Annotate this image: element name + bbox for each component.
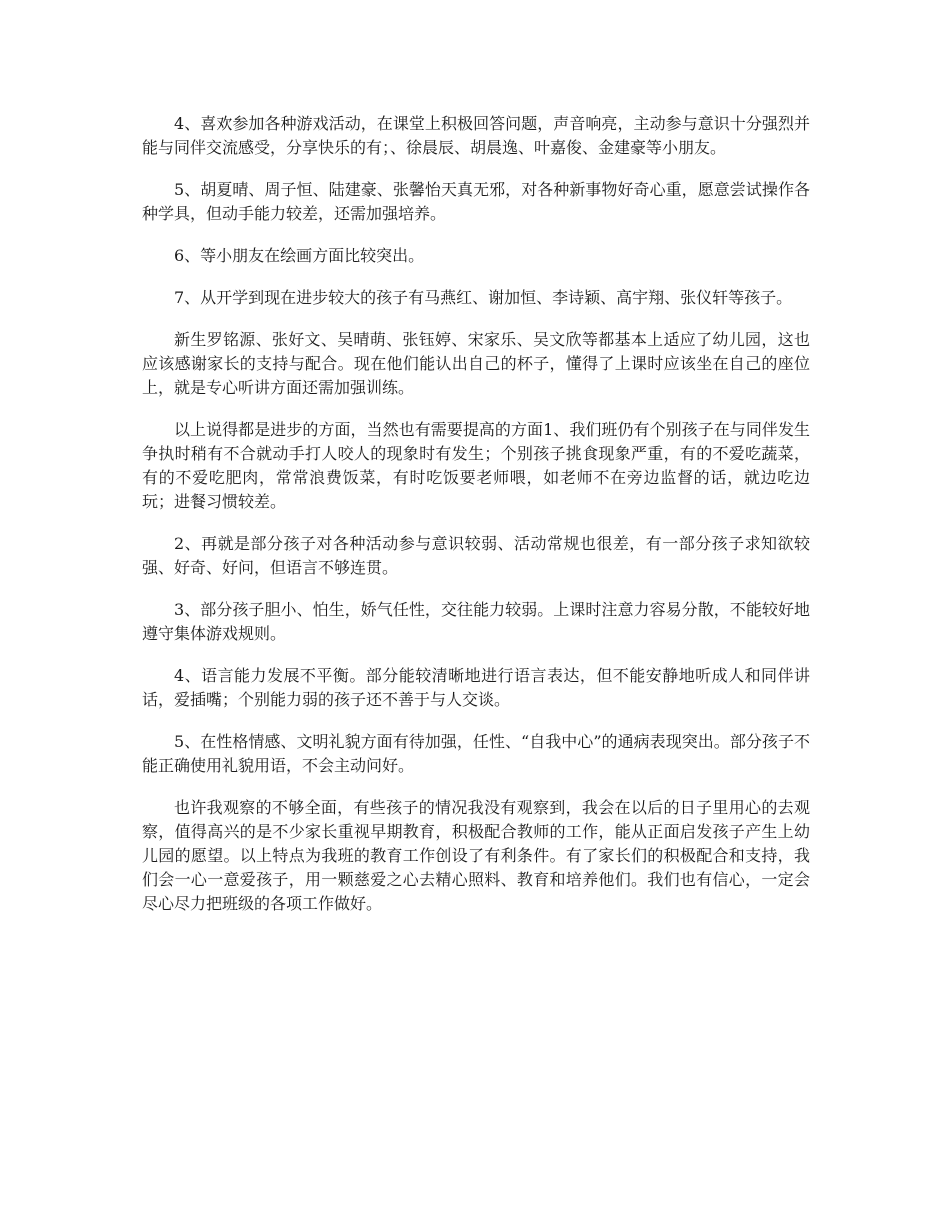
document-body bbox=[142, 112, 810, 934]
paragraph-4: 7、从开学到现在进步较大的孩子有马燕红、谢加恒、李诗颖、高宇翔、张仪轩等孩子。 bbox=[174, 288, 793, 307]
paragraph-6: 以上说得都是进步的方面，当然也有需要提高的方面1、我们班仍有个别孩子在与同伴发生争执时稍有不合就动手打人咬人的现象时有发生；个别孩子挑食现象严重，有的不爱吃蔬菜，有的不爱吃肥肉，常常浪费饭菜，有时吃饭要老师喂，如老师不在旁边监督的话，就边吃边玩；进餐习惯较差。 bbox=[142, 420, 810, 511]
paragraph-2: 5、胡夏晴、周子恒、陆建豪、张馨怡天真无邪，对各种新事物好奇心重，愿意尝试操作各种学具，但动手能力较差，还需加强培养。 bbox=[142, 180, 810, 223]
paragraph-3: 6、等小朋友在绘画方面比较突出。 bbox=[174, 246, 425, 265]
paragraph-7: 2、再就是部分孩子对各种活动参与意识较弱、活动常规也很差，有一部分孩子求知欲较强、好奇、好问，但语言不够连贯。 bbox=[142, 534, 810, 577]
paragraph-10: 5、在性格情感、文明礼貌方面有待加强，任性、“自我中心”的通病表现突出。部分孩子不能正确使用礼貌用语，不会主动问好。 bbox=[142, 732, 810, 775]
paragraph-8: 3、部分孩子胆小、怕生，娇气任性，交往能力较弱。上课时注意力容易分散，不能较好地遵守集体游戏规则。 bbox=[142, 600, 810, 643]
paragraph-5: 新生罗铭源、张好文、吴晴萌、张钰婷、宋家乐、吴文欣等都基本上适应了幼儿园，这也应该感谢家长的支持与配合。现在他们能认出自己的杯子，懂得了上课时应该坐在自己的座位上，就是专心听讲方面还需加强训练。 bbox=[142, 330, 810, 397]
paragraph-11: 也许我观察的不够全面，有些孩子的情况我没有观察到，我会在以后的日子里用心的去观察，值得高兴的是不少家长重视早期教育，积极配合教师的工作，能从正面启发孩子产生上幼儿园的愿望。以上特点为我班的教育工作创设了有利条件。有了家长们的积极配合和支持，我们会一心一意爱孩子，用一颗慈爱之心去精心照料、教育和培养他们。我们也有信心，一定会尽心尽力把班级的各项工作做好。 bbox=[142, 798, 810, 913]
paragraph-9: 4、语言能力发展不平衡。部分能较清晰地进行语言表达，但不能安静地听成人和同伴讲话，爱插嘴；个别能力弱的孩子还不善于与人交谈。 bbox=[142, 666, 810, 709]
paragraph-1: 4、喜欢参加各种游戏活动，在课堂上积极回答问题，声音响亮，主动参与意识十分强烈并能与同伴交流感受，分享快乐的有；、徐晨辰、胡晨逸、叶嘉俊、金建豪等小朋友。 bbox=[142, 114, 810, 157]
